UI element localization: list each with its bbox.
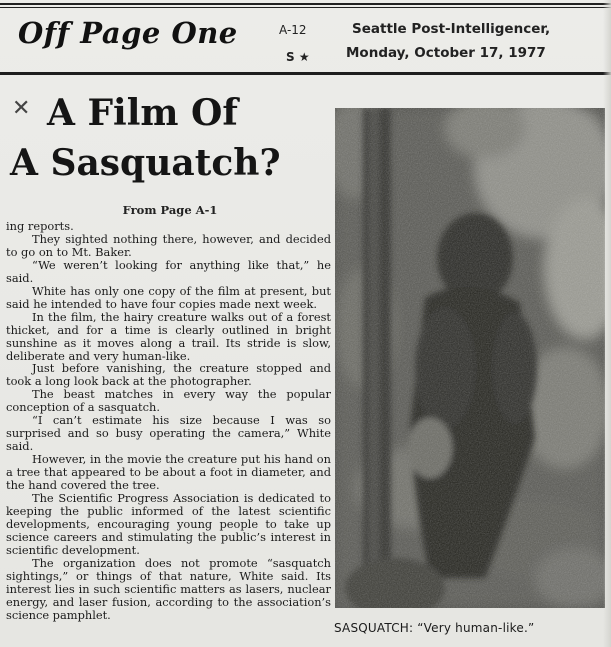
paragraph: “I can’t estimate his size because I was so surprised and so busy operating the camera,” White said.: [6, 413, 331, 454]
paragraph: “We weren’t looking for anything like that,” he said.: [6, 257, 331, 285]
jump-line: From Page A-1: [122, 203, 218, 217]
paragraph: White has only one copy of the film at present, but said he intended to have four copies made next week.: [6, 283, 331, 311]
section-title: Off Page One: [18, 16, 238, 50]
paragraph: The organization does not promote “sasquatch sightings,” or things of that nature, White said. Its interest lies in such scientific matters as lasers, nuclear energy, and laser fusion, according to the association’s science pamphlet.: [6, 555, 331, 622]
clipping-edge: [603, 0, 611, 647]
photo-caption: SASQUATCH: “Very human-like.”: [334, 621, 535, 635]
paragraph: Just before vanishing, the creature stopped and took a long look back at the photographer.: [6, 361, 331, 389]
sasquatch-photo: [335, 108, 605, 608]
headline: [10, 88, 330, 188]
masthead-top-rule: [0, 3, 611, 8]
paragraph: However, in the movie the creature put his hand on a tree that appeared to be about a foot in diameter, and the hand covered the tree.: [6, 452, 331, 493]
paragraph: In the film, the hairy creature walks out of a forest thicket, and for a time is clearly outlined in bright sunshine as it moves along a trail. Its stride is slow, deliberate and very human-like.: [6, 309, 331, 363]
page-number: A-12: [279, 23, 307, 37]
paragraph: They sighted nothing there, however, and decided to go on to Mt. Baker.: [6, 231, 331, 259]
masthead-bottom-rule: [0, 72, 611, 75]
headline-line-1: A Film Of: [47, 92, 238, 134]
headline-line-2: A Sasquatch?: [10, 142, 281, 184]
paragraph: The Scientific Progress Association is dedicated to keeping the public informed of the latest scientific developments, encouraging young people to take up science careers and stimulating the public’s interest in scientific development.: [6, 491, 331, 557]
paragraph: ing reports.: [6, 219, 74, 233]
paragraph: The beast matches in every way the popular conception of a sasquatch.: [6, 387, 331, 415]
margin-x-mark: ✕: [12, 96, 31, 121]
newspaper-name: Seattle Post-Intelligencer,: [352, 21, 551, 37]
edition-mark: S ★: [286, 50, 310, 64]
publication-date: Monday, October 17, 1977: [346, 45, 546, 61]
article-body: [6, 220, 331, 622]
